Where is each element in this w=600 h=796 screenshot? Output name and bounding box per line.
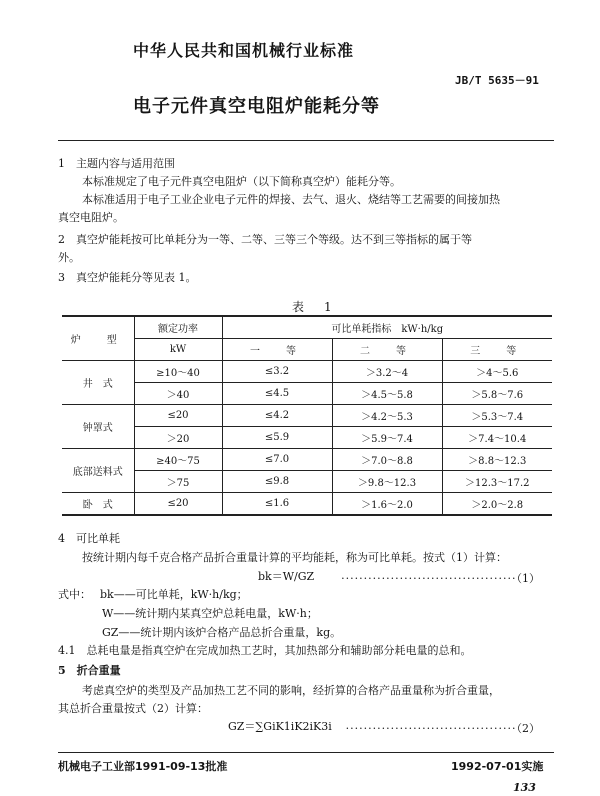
rated-power-cell: ＞40 — [134, 383, 222, 405]
equation-1: bk＝W/GZ — [258, 570, 315, 583]
energy-grade-table — [62, 315, 552, 516]
col-header-furnace-type: 炉 型 — [62, 316, 134, 361]
section-1-para-1: 本标准规定了电子元件真空电阻炉（以下简称真空炉）能耗分等。 — [82, 175, 401, 188]
table-row — [62, 449, 552, 471]
section-2-line-2: 外。 — [58, 251, 80, 264]
grade-3-cell: ＞7.4～10.4 — [442, 427, 552, 449]
rated-power-cell: ≤20 — [134, 493, 222, 516]
grade-1-cell: ≤1.6 — [222, 493, 332, 516]
table-row — [62, 383, 552, 405]
section-4-heading: 4 可比单耗 — [58, 532, 120, 545]
col-header-grade-3: 三 等 — [442, 339, 552, 361]
grade-2-cell: ＞7.0～8.8 — [332, 449, 442, 471]
subsection-4-1: 4.1 总耗电量是指真空炉在完成加热工艺时，其加热部分和辅助部分耗电量的总和。 — [58, 644, 472, 657]
col-header-grade-1: 一 等 — [222, 339, 332, 361]
document-title: 电子元件真空电阻炉能耗分等 — [133, 96, 380, 117]
section-5-para-2: 其总折合重量按式（2）计算： — [58, 702, 208, 715]
grade-2-cell: ＞3.2～4 — [332, 361, 442, 383]
section-2-line-1: 2 真空炉能耗按可比单耗分为一等、二等、三等三个等级。达不到三等指标的属于等 — [58, 233, 472, 246]
grade-1-cell: ≤9.8 — [222, 471, 332, 493]
equation-2: GZ＝∑GiK1iK2iK3i — [228, 720, 332, 733]
definition-gz: GZ——统计期内该炉合格产品总折合重量，kg。 — [102, 626, 342, 639]
grade-1-cell: ≤3.2 — [222, 361, 332, 383]
table-row — [62, 405, 552, 427]
furnace-type-cell: 井 式 — [62, 361, 134, 405]
section-3-text: 3 真空炉能耗分等见表 1。 — [58, 271, 197, 284]
rated-power-cell: ≤20 — [134, 405, 222, 427]
grade-2-cell: ＞9.8～12.3 — [332, 471, 442, 493]
col-header-power-unit: kW — [134, 339, 222, 361]
table-1-caption: 表 1 — [292, 300, 336, 314]
grade-1-cell: ≤7.0 — [222, 449, 332, 471]
definition-bk: bk——可比单耗，kW·h/kg； — [100, 588, 248, 601]
grade-1-cell: ≤4.5 — [222, 383, 332, 405]
col-header-index: 可比单耗指标 kW·h/kg — [222, 316, 552, 339]
furnace-type-cell: 卧 式 — [62, 493, 134, 516]
definition-w: W——统计期内某真空炉总耗电量，kW·h； — [102, 607, 318, 620]
section-1-heading: 1 主题内容与适用范围 — [58, 157, 175, 170]
grade-3-cell: ＞5.3～7.4 — [442, 405, 552, 427]
definitions-label: 式中： — [58, 588, 91, 601]
rated-power-cell: ≥10～40 — [134, 361, 222, 383]
section-5-para-1: 考虑真空炉的类型及产品加热工艺不同的影响，经折算的合格产品重量称为折合重量， — [82, 684, 500, 697]
grade-1-cell: ≤5.9 — [222, 427, 332, 449]
section-5-heading: 5 折合重量 — [58, 664, 121, 677]
issuing-organization: 中华人民共和国机械行业标准 — [133, 41, 355, 60]
grade-3-cell: ＞2.0～2.8 — [442, 493, 552, 516]
equation-2-number: ······································（2） — [345, 722, 540, 735]
furnace-type-cell: 底部送料式 — [62, 449, 134, 493]
grade-3-cell: ＞12.3～17.2 — [442, 471, 552, 493]
col-header-grade-2: 二 等 — [332, 339, 442, 361]
rated-power-cell: ＞75 — [134, 471, 222, 493]
section-1-para-2-line-1: 本标准适用于电子工业企业电子元件的焊接、去气、退火、烧结等工艺需要的间接加热 — [82, 193, 500, 206]
rated-power-cell: ≥40～75 — [134, 449, 222, 471]
page-number: 133 — [513, 781, 536, 794]
rated-power-cell: ＞20 — [134, 427, 222, 449]
grade-1-cell: ≤4.2 — [222, 405, 332, 427]
title-divider — [58, 140, 554, 141]
effective-date: 1992-07-01实施 — [451, 760, 544, 773]
footer-divider — [58, 752, 554, 753]
grade-2-cell: ＞4.5～5.8 — [332, 383, 442, 405]
table-row — [62, 493, 552, 516]
grade-3-cell: ＞5.8～7.6 — [442, 383, 552, 405]
standard-code: JB/T 5635－91 — [455, 74, 539, 87]
table-row — [62, 471, 552, 493]
grade-3-cell: ＞8.8～12.3 — [442, 449, 552, 471]
section-1-para-2-line-2: 真空电阻炉。 — [58, 211, 124, 224]
section-4-para-1: 按统计期内每千克合格产品折合重量计算的平均能耗，称为可比单耗。按式（1）计算： — [82, 551, 507, 564]
grade-2-cell: ＞1.6～2.0 — [332, 493, 442, 516]
grade-2-cell: ＞4.2～5.3 — [332, 405, 442, 427]
approval-date: 机械电子工业部1991-09-13批准 — [58, 760, 228, 773]
table-row — [62, 361, 552, 383]
equation-1-number: ·······································（1） — [341, 572, 540, 585]
table-row — [62, 427, 552, 449]
furnace-type-cell: 钟罩式 — [62, 405, 134, 449]
grade-3-cell: ＞4～5.6 — [442, 361, 552, 383]
grade-2-cell: ＞5.9～7.4 — [332, 427, 442, 449]
col-header-rated-power: 额定功率 — [134, 316, 222, 339]
